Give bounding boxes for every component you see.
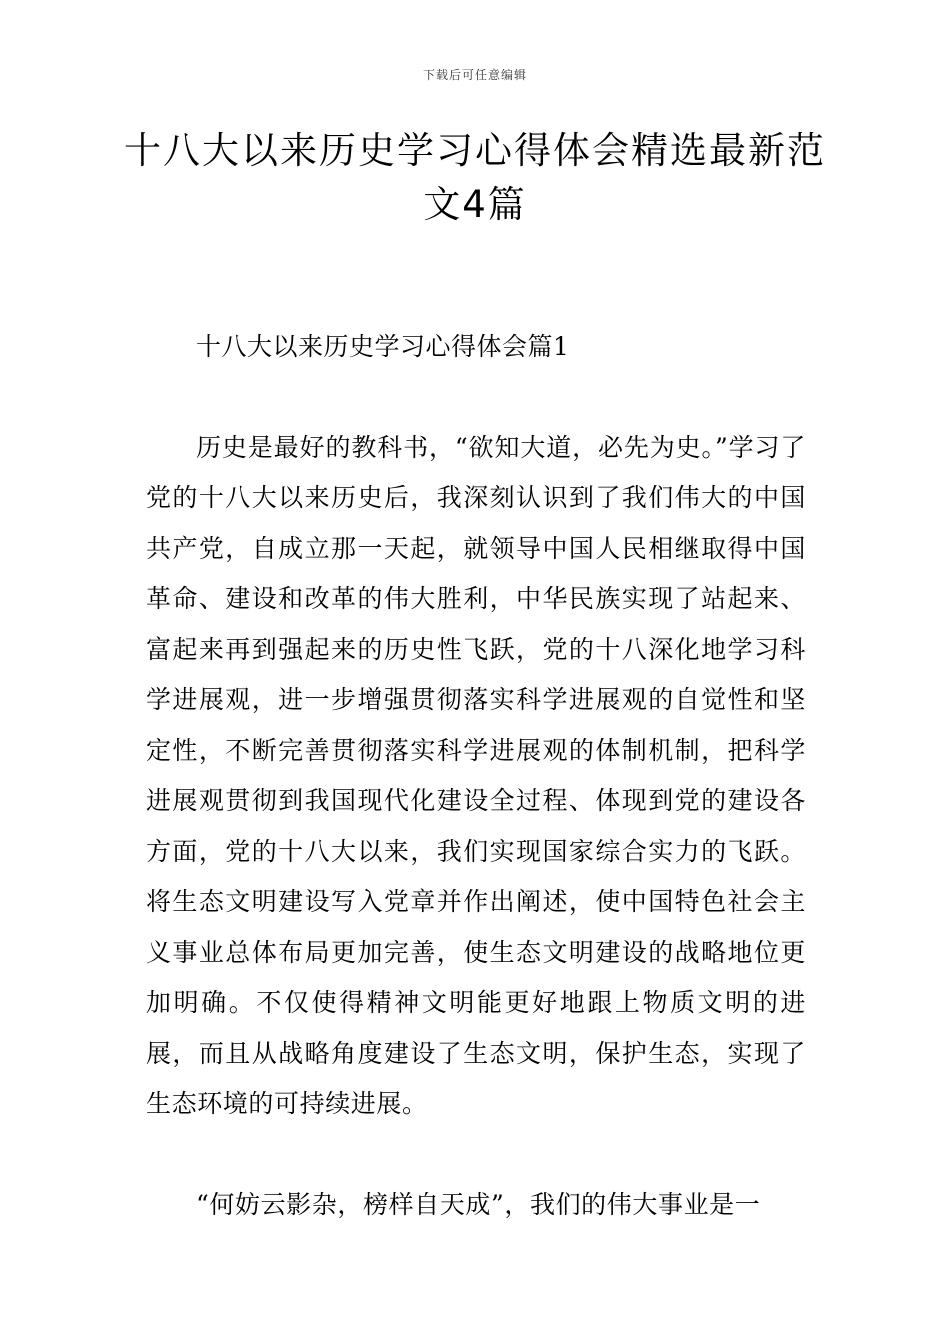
document-body bbox=[146, 322, 806, 1280]
section-heading: 十八大以来历史学习心得体会篇1 bbox=[196, 332, 570, 361]
document-title: 十八大以来历史学习心得体会精选最新范文4篇 bbox=[124, 129, 826, 226]
body-paragraph-1: 历史是最好的教科书，“欲知大道，必先为史。”学习了党的十八大以来历史后，我深刻认识到了我们伟大的中国共产党，自成立那一天起，就领导中国人民相继取得中国革命、建设和改革的伟大胜利，中华民族实现了站起来、富起来再到强起来的历史性飞跃，党的十八深化地学习科学进展观，进一步增强贯彻落实科学进展观的自觉性和坚定性，不断完善贯彻落实科学进展观的体制机制，把科学进展观贯彻到我国现代化建设全过程、体现到党的建设各方面，党的十八大以来，我们实现国家综合实力的飞跃。将生态文明建设写入党章并作出阐述，使中国特色社会主义事业总体布局更加完善，使生态文明建设的战略地位更加明确。不仅使得精神文明能更好地跟上物质文明的进展，而且从战略角度建设了生态文明，保护生态，实现了生态环境的可持续进展。 bbox=[146, 432, 806, 1118]
header-note: 下载后可任意编辑 bbox=[422, 68, 527, 82]
body-paragraph-2: “何妨云影杂，榜样自天成”，我们的伟大事业是一 bbox=[196, 1189, 761, 1219]
